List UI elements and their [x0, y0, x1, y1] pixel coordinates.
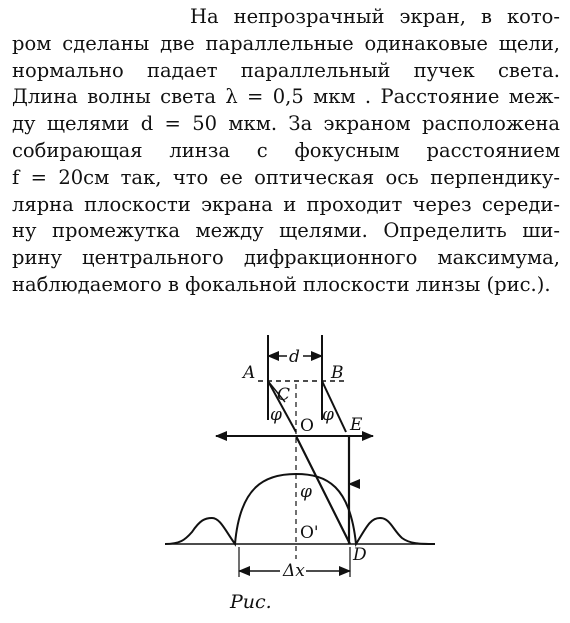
figure-caption: Рис. — [230, 591, 272, 613]
label-phi-center: φ — [300, 482, 312, 502]
label-d: d — [289, 347, 300, 367]
label-C: C — [277, 385, 291, 405]
label-O: O — [300, 416, 314, 436]
problem-line-3: нормально падает параллельный пучек света. — [12, 58, 560, 82]
problem-line-5: ду щелями d = 50 мкм. За экраном расположена — [12, 112, 560, 136]
label-phi-left: φ — [270, 405, 282, 425]
problem-line-4: Длина волны света λ = 0,5 мкм . Расстояние меж- — [12, 85, 560, 109]
problem-line-2: ром сделаны две параллельные одинаковые щели, — [12, 31, 560, 55]
label-phi-right: φ — [322, 405, 334, 425]
problem-line-8: лярна плоскости экрана и проходит через середи- — [12, 192, 560, 216]
label-A: A — [243, 363, 256, 383]
label-D: D — [353, 545, 367, 565]
problem-line-7: f = 20см так, что ее оптическая ось перпендику- — [12, 165, 560, 189]
label-delta-x: Δx — [283, 561, 305, 581]
problem-line-10: рину центрального дифракционного максимума, — [12, 246, 560, 270]
label-O-prime: O' — [300, 523, 319, 543]
problem-line-11: наблюдаемого в фокальной плоскости линзы (рис.). — [12, 272, 551, 296]
problem-line-1: На непрозрачный экран, в кото- — [190, 5, 560, 28]
label-B: B — [331, 363, 344, 383]
label-E: E — [350, 415, 363, 435]
problem-line-9: ну промежутка между щелями. Определить ши- — [12, 219, 560, 243]
problem-line-6: собирающая линза с фокусным расстоянием — [12, 138, 560, 162]
